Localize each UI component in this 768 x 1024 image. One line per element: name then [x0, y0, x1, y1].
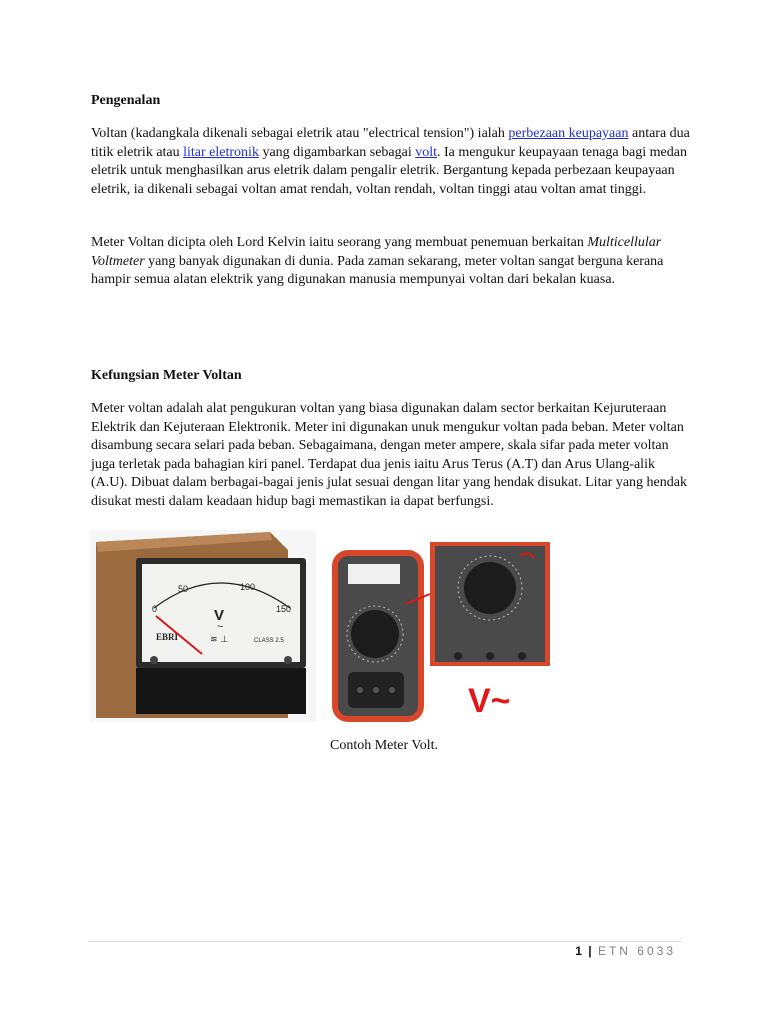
v-tilde-mark: V~	[468, 682, 511, 720]
link-volt[interactable]: volt	[415, 144, 438, 160]
footer-divider	[88, 941, 682, 942]
terminal-symbols: ≋ ⊥	[210, 635, 229, 645]
scale-label-0: 0	[152, 604, 158, 614]
image-caption: Contoh Meter Volt.	[330, 738, 438, 753]
scale-label-50: 50	[178, 584, 189, 594]
ac-symbol: ~	[217, 621, 224, 633]
heading-kefungsian: Kefungsian Meter Voltan	[91, 368, 242, 383]
brand-label: EBRI	[156, 632, 179, 642]
paragraph-intro: Voltan (kadangkala dikenali sebagai eletrik atau "electrical tension") ialah perbezaan keupayaan antara dua titik eletrik atau litar eletronik yang digambarkan sebagai volt. Ia mengukur keupayaan tenaga bagi medan eletrik untuk menghasilkan arus eletrik dalam pengalir eletrik. Bergantung kepada perbezaan keupayaan eletrik, ia dikenali sebagai voltan amat rendah, voltan rendah, voltan tinggi atau voltan amat tinggi.	[91, 126, 690, 197]
link-litar-eletronik[interactable]: litar eletronik	[183, 144, 259, 160]
paragraph-kefungsian: Meter voltan adalah alat pengukuran voltan yang biasa digunakan dalam sector berkaitan Kejuruteraan Elektrik dan Kejuteraan Elektronik. Meter ini digunakan unuk mengukur voltan pada beban. Meter voltan disambung secara selari pada beban. Sebagaimana, dengan meter ampere, skala sifar pada meter voltan juga terletak pada bahagian kiri panel. Terdapat dua jenis iaitu Arus Terus (A.T) dan Arus Ulang-alik (A.U). Dibuat dalam berbagai-bagai jenis julat sesuai dengan litar yang hendak disukat. Litar yang hendak disukat mesti dalam keadaan hidup bagi memastikan ia dapat berfungsi.	[91, 401, 687, 509]
paragraph-kelvin: Meter Voltan dicipta oleh Lord Kelvin iaitu seorang yang membuat penemuan berkaitan Multicellular Voltmeter yang banyak digunakan di dunia. Pada zaman sekarang, meter voltan sangat berguna kerana hampir semua alatan elektrik yang digunakan manusia mempunyai voltan dari bekalan kuasa.	[91, 235, 664, 288]
analog-voltmeter-image	[90, 530, 316, 722]
page-number: 1	[575, 944, 582, 958]
multimeter-image	[318, 542, 552, 722]
scale-label-100: 100	[240, 582, 256, 592]
class-label: CLASS 2.5	[254, 638, 284, 644]
link-perbezaan-keupayaan[interactable]: perbezaan keupayaan	[508, 126, 629, 141]
course-code: ETN 6033	[597, 944, 676, 958]
footer-separator: |	[588, 944, 592, 958]
scale-label-150: 150	[276, 604, 292, 614]
page-footer	[575, 944, 676, 958]
unit-label: V	[214, 607, 225, 624]
heading-pengenalan: Pengenalan	[91, 93, 161, 108]
